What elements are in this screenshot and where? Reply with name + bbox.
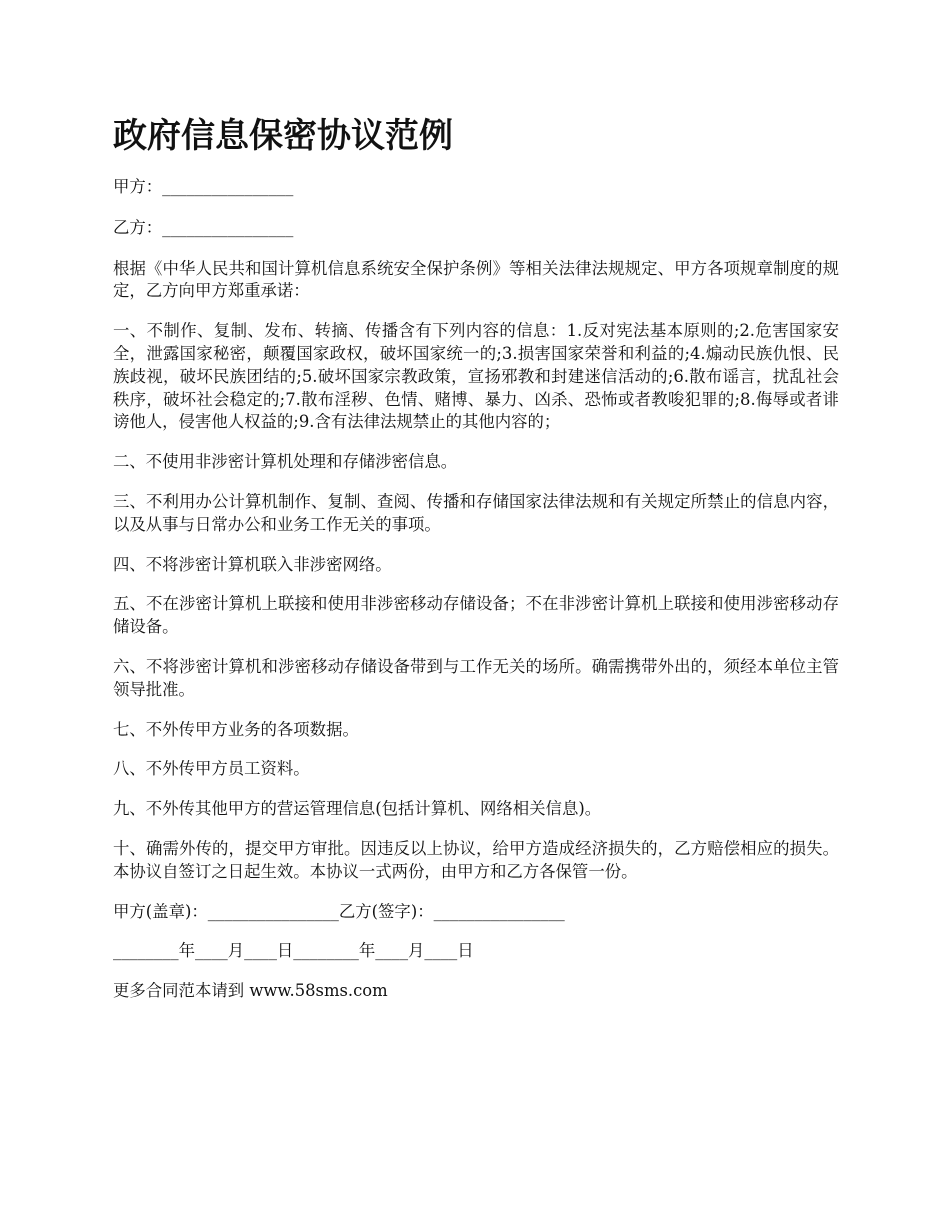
clause-3: 三、不利用办公计算机制作、复制、查阅、传播和存储国家法律法规和有关规定所禁止的信息内容，以及从事与日常办公和业务工作无关的事项。 (113, 491, 839, 534)
date-line: ________年____月____日________年____月____日 (113, 941, 474, 961)
clause-7: 七、不外传甲方业务的各项数据。 (113, 719, 359, 739)
clause-5: 五、不在涉密计算机上联接和使用非涉密移动存储设备；不在非涉密计算机上联接和使用涉密移动存储设备。 (113, 594, 839, 637)
clause-4: 四、不将涉密计算机联入非涉密网络。 (113, 554, 392, 574)
intro-paragraph: 根据《中华人民共和国计算机信息系统安全保护条例》等相关法律法规规定、甲方各项规章制度的规定，乙方向甲方郑重承诺： (113, 258, 839, 301)
clause-2: 二、不使用非涉密计算机处理和存储涉密信息。 (113, 452, 458, 472)
footer-link-text: 更多合同范本请到 www.58sms.com (113, 981, 388, 1001)
document-page (113, 108, 839, 1020)
clause-1: 一、不制作、复制、发布、转摘、传播含有下列内容的信息：1.反对宪法基本原则的;2.危害国家安全，泄露国家秘密，颠覆国家政权，破坏国家统一的;3.损害国家荣誉和利益的;4.煽动民族仇恨、民族歧视，破坏民族团结的;5.破坏国家宗教政策，宣扬邪教和封建迷信活动的;6.散布谣言，扰乱社会秩序，破坏社会稳定的;7.散布淫秽、色情、赌博、暴力、凶杀、恐怖或者教唆犯罪的;8.侮辱或者诽谤他人，侵害他人权益的;9.含有法律法规禁止的其他内容的； (113, 321, 839, 432)
clause-10: 十、确需外传的，提交甲方审批。因违反以上协议，给甲方造成经济损失的，乙方赔偿相应的损失。本协议自签订之日起生效。本协议一式两份，由甲方和乙方各保管一份。 (113, 838, 839, 881)
party-a-line: 甲方：________________ (113, 177, 294, 196)
party-b-line: 乙方：________________ (113, 217, 294, 237)
clause-9: 九、不外传其他甲方的营运管理信息(包括计算机、网络相关信息)。 (113, 799, 602, 819)
signature-line: 甲方(盖章)：________________乙方(签字)：________________ (113, 901, 565, 921)
clause-6: 六、不将涉密计算机和涉密移动存储设备带到与工作无关的场所。确需携带外出的，须经本单位主管领导批准。 (113, 656, 839, 699)
document-title: 政府信息保密协议范例 (113, 116, 453, 156)
clause-8: 八、不外传甲方员工资料。 (113, 759, 310, 779)
